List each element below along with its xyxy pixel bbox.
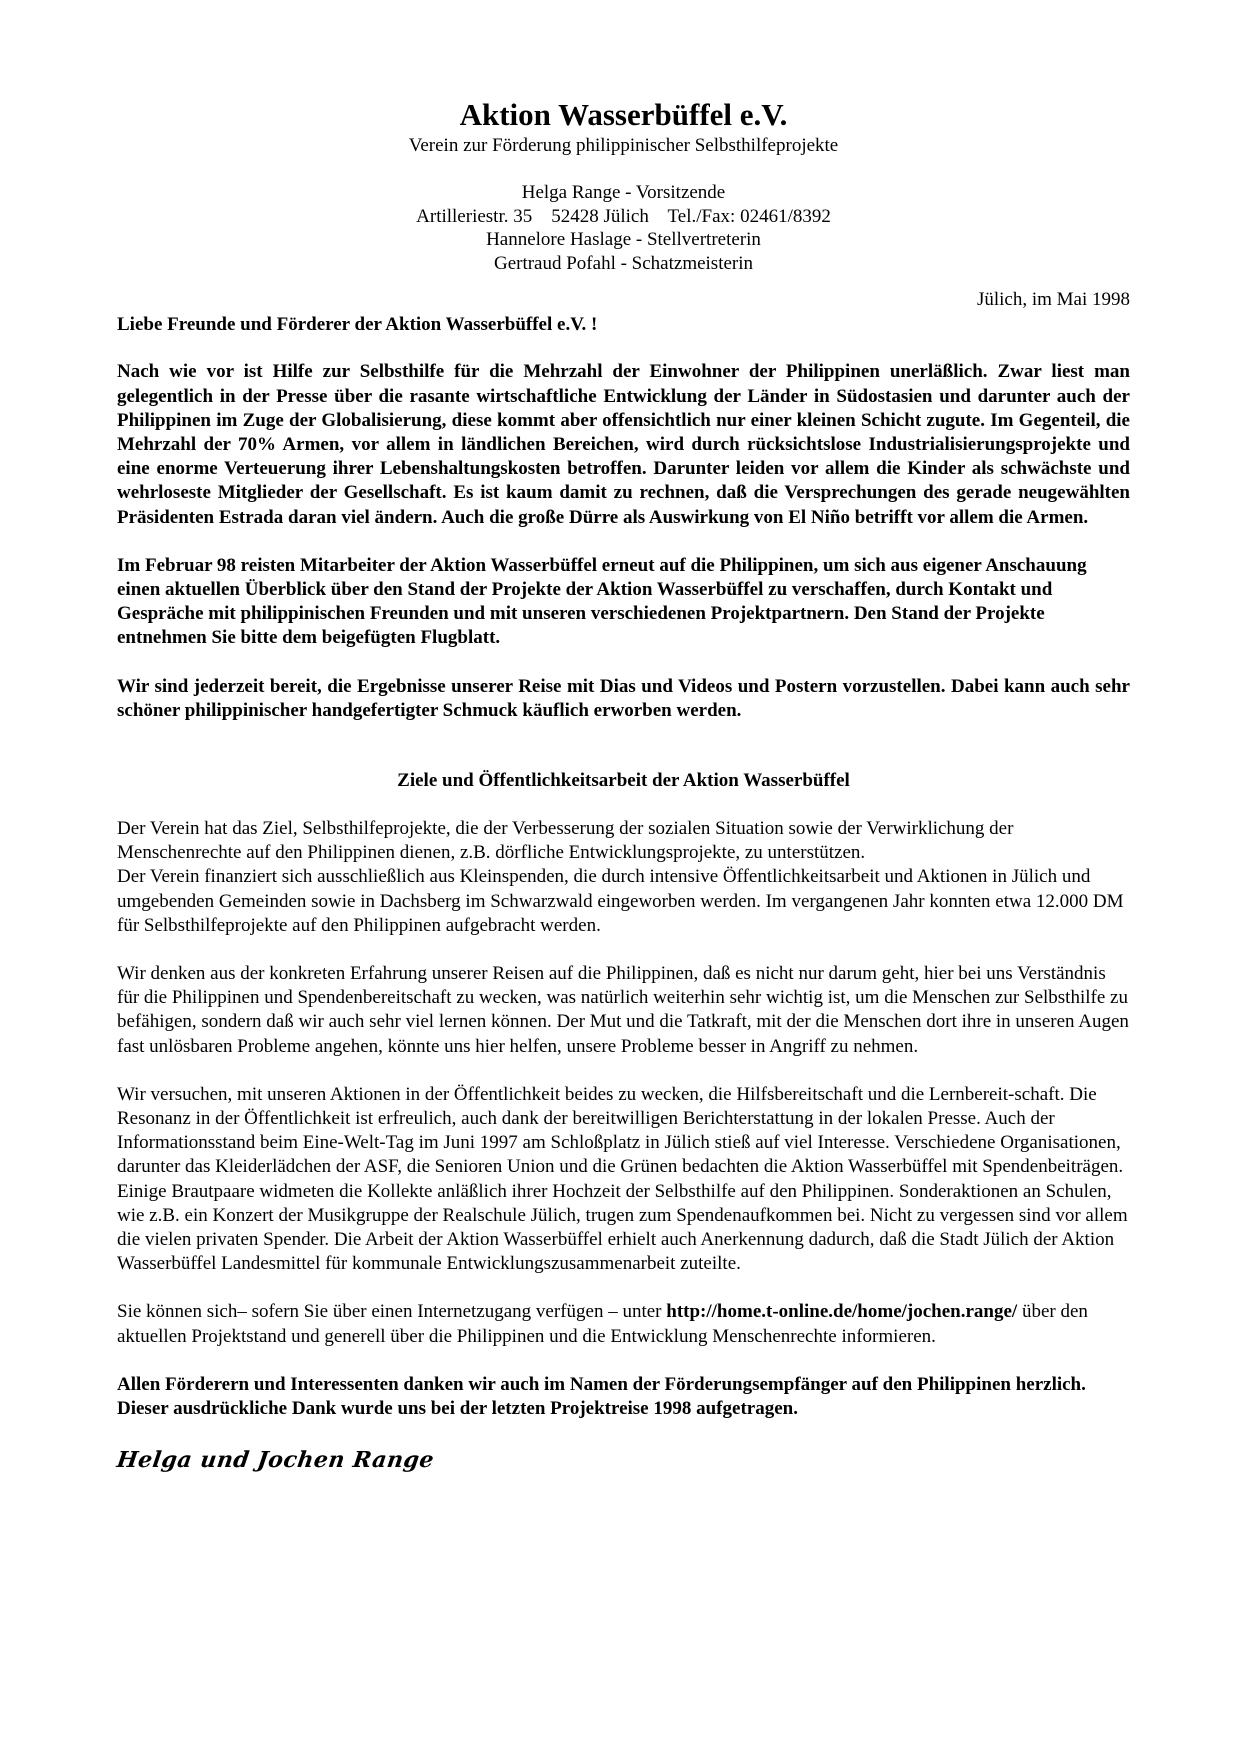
website-link[interactable]: http://home.t-online.de/home/jochen.range/ [666,1301,1018,1323]
internet-paragraph [117,1300,1130,1348]
organization-title: Aktion Wasserbüffel e.V. [459,97,788,132]
salutation: Liebe Freunde und Förderer der Aktion Wasserbüffel e.V. ! [117,314,598,336]
address-line: Helga Range - Vorsitzende [521,182,726,203]
body-paragraph: Der Verein finanziert sich ausschließlich aus Kleinspenden, die durch intensive Öffentlichkeitsarbeit und Aktionen in Jülich und umgebenden Gemeinden sowie in Dachsberg im Schwarzwald eingeworben werden. Im vergangenen Jahr konnten etwa 12.000 DM für Selbsthilfeprojekte auf den Philippinen aufgebracht werden. [117,866,1124,936]
closing-paragraph: Allen Förderern und Interessenten danken wir auch im Namen der Förderungsempfänger auf den Philippinen herzlich. Dieser ausdrückliche Dank wurde uns bei der letzten Projektreise 1998 aufgetragen. [117,1373,1086,1420]
section-heading: Ziele und Öffentlichkeitsarbeit der Aktion Wasserbüffel [397,770,850,792]
body-paragraph: Der Verein hat das Ziel, Selbsthilfeprojekte, die der Verbesserung der sozialen Situation sowie der Verwirklichung der Menschenrechte auf den Philippinen dienen, z.B. dörfliche Entwicklungsprojekte, zu unterstützen. [117,818,1014,864]
intro-paragraph: Nach wie vor ist Hilfe zur Selbsthilfe für die Mehrzahl der Einwohner der Philippinen unerläßlich. Zwar liest man gelegentlich in der Presse über die rasante wirtschaftliche Entwicklung der Länder in Südostasien und darunter auch der Philippinen im Zuge der Globalisierung, diese kommt aber offensichtlich nur einer kleinen Schicht zugute. Im Gegenteil, die Mehrzahl der 70% Armen, vor allem in ländlichen Bereichen, wird durch rücksichtslose Industrialisierungsprojekte und eine enorme Verteuerung ihrer Lebenshaltungskosten betroffen. Darunter leiden vor allem die Kinder als schwächste und wehrloseste Mitglieder der Gesellschaft. Es ist kaum damit zu rechnen, daß die Versprechungen des gerade neugewählten Präsidenten Estrada daran viel ändern. Auch die große Dürre als Auswirkung von El Niño betrifft vor allem die Armen. [117,361,1130,528]
address-line: Hannelore Haslage - Stellvertreterin [486,229,761,251]
letter-page [117,96,1130,1473]
body-paragraph: Wir versuchen, mit unseren Aktionen in der Öffentlichkeit beides zu wecken, die Hilfsbereitschaft und die Lernbereit-schaft. Die Resonanz in der Öffentlichkeit ist erfreulich, auch dank der bereitwilligen Berichterstattung in der lokalen Presse. Auch der Informationsstand beim Eine-Welt-Tag im Juni 1997 am Schloßplatz in Jülich stieß auf viel Interesse. Verschiedene Organisationen, darunter das Kleiderlädchen der ASF, die Senioren Union und die Grünen bedachten die Aktion Wasserbüffel mit Spendenbeiträgen. Einige Brautpaare widmeten die Kollekte anläßlich ihrer Hochzeit der Selbsthilfe auf den Philippinen. Sonderaktionen an Schulen, wie z.B. ein Konzert der Musikgruppe der Realschule Jülich, trugen zum Spendenaufkommen bei. Nicht zu vergessen sind vor allem die vielen privaten Spender. Die Arbeit der Aktion Wasserbüffel erhielt auch Anerkennung dadurch, daß die Stadt Jülich der Aktion Wasserbüffel Landesmittel für kommunale Entwicklungszusammenarbeit zuteilte. [117,1083,1128,1275]
address-block [117,181,1130,275]
presentation-paragraph: Wir sind jederzeit bereit, die Ergebnisse unserer Reise mit Dias und Videos und Postern vorzustellen. Dabei kann auch sehr schöner philippinischer handgefertigter Schmuck käuflich erworben werden. [117,675,1130,721]
organization-subtitle: Verein zur Förderung philippinischer Selbsthilfeprojekte [408,135,839,156]
internet-text-after: über den aktuellen Projektstand und generell über die Philippinen und die Entwicklung Menschenrechte informieren. [117,1301,1088,1347]
letterhead [117,96,1130,275]
internet-text-before: Sie können sich– sofern Sie über einen Internetzugang verfügen – unter [117,1301,667,1323]
address-line: Artilleriestr. 35 52428 Jülich Tel./Fax: 02461/8392 [416,205,831,227]
trip-paragraph: Im Februar 98 reisten Mitarbeiter der Aktion Wasserbüffel erneut auf die Philippinen, um sich aus eigener Anschauung einen aktuellen Überblick über den Stand der Projekte der Aktion Wasserbüffel zu verschaffen, durch Kontakt und Gespräche mit philippinischen Freunden und mit unseren verschiedenen Projektpartnern. Den Stand der Projekte entnehmen Sie bitte dem beigefügten Flugblatt. [117,554,1087,649]
handwritten-signature: Helga und Jochen Range [115,1447,436,1474]
body-paragraph: Wir denken aus der konkreten Erfahrung unserer Reisen auf die Philippinen, daß es nicht nur darum geht, hier bei uns Verständnis für die Philippinen und Spendenbereitschaft zu wecken, was natürlich weiterhin sehr wichtig ist, um die Menschen zur Selbsthilfe zu befähigen, sondern daß wir auch sehr viel lernen können. Der Mut und die Tatkraft, mit der die Menschen dort ihre in unseren Augen fast unlösbaren Probleme angehen, könnte uns hier helfen, unsere Probleme besser in Angriff zu nehmen. [117,963,1129,1057]
letter-date: Jülich, im Mai 1998 [976,289,1130,311]
address-line: Gertraud Pofahl - Schatzmeisterin [493,252,754,274]
